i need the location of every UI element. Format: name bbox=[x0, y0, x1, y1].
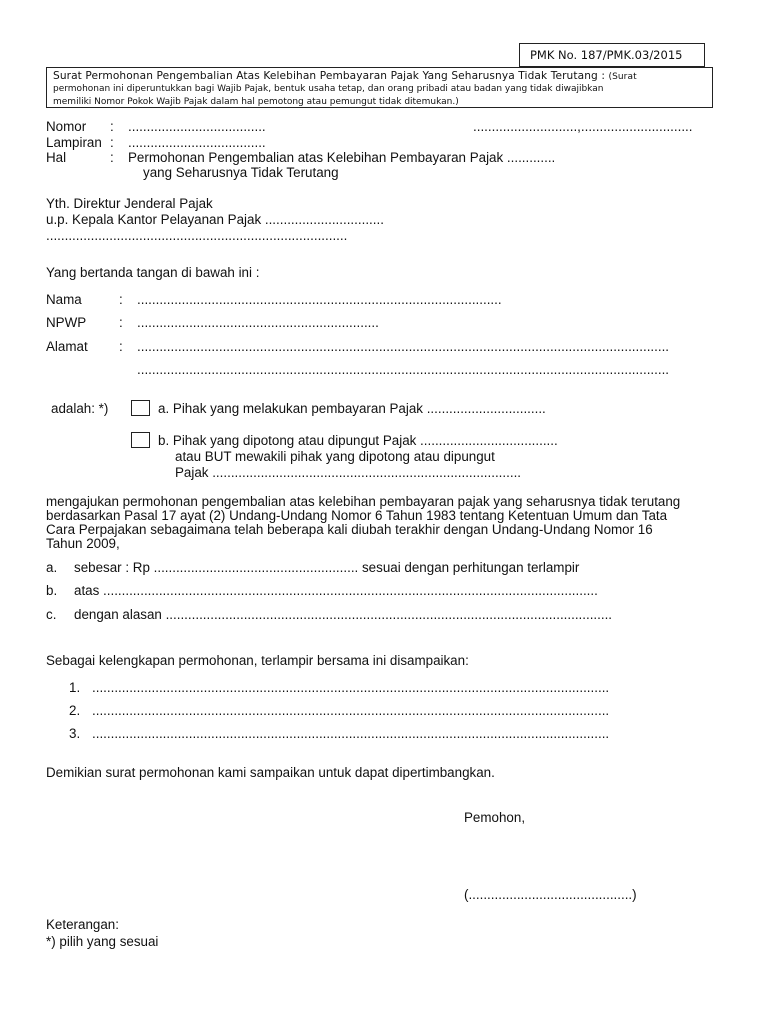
nama-label: Nama bbox=[46, 292, 82, 307]
intro-text: Yang bertanda tangan di bawah ini : bbox=[46, 265, 260, 280]
lampiran-label: Lampiran bbox=[46, 135, 102, 150]
hal-colon: : bbox=[110, 150, 114, 165]
detail-b-letter: b. bbox=[46, 583, 58, 598]
alamat-colon: : bbox=[119, 339, 123, 354]
form-title: Surat Permohonan Pengembalian Atas Kelebihan Pembayaran Pajak Yang Seharusnya Tidak Terutang : bbox=[53, 70, 605, 82]
recipient-line1: Yth. Direktur Jenderal Pajak bbox=[46, 196, 213, 211]
request-line4: Tahun 2009, bbox=[46, 536, 120, 551]
npwp-colon: : bbox=[119, 315, 123, 330]
notes-title: Keterangan: bbox=[46, 917, 119, 932]
hal-line2: yang Seharusnya Tidak Terutang bbox=[143, 165, 339, 180]
notes-text: *) pilih yang sesuai bbox=[46, 934, 159, 949]
request-line2: berdasarkan Pasal 17 ayat (2) Undang-Undang Nomor 6 Tahun 1983 tentang Ketentuan Umum dan Tata bbox=[46, 508, 668, 523]
nomor-label: Nomor bbox=[46, 119, 87, 134]
hal-line1: Permohonan Pengembalian atas Kelebihan Pembayaran Pajak ............. bbox=[128, 150, 556, 165]
npwp-label: NPWP bbox=[46, 315, 87, 330]
lampiran-field[interactable]: ..................................... bbox=[128, 135, 266, 150]
status-label: adalah: *) bbox=[51, 401, 109, 416]
request-paragraph bbox=[46, 495, 721, 551]
place-date-field[interactable]: ............................,.............................. bbox=[473, 119, 693, 134]
option-b-checkbox[interactable] bbox=[131, 432, 150, 448]
form-title-note-start: (Surat bbox=[608, 72, 637, 82]
attachments-intro: Sebagai kelengkapan permohonan, terlampir bersama ini disampaikan: bbox=[46, 653, 469, 668]
attachment-1-num: 1. bbox=[69, 680, 81, 695]
lampiran-colon: : bbox=[110, 135, 114, 150]
npwp-field[interactable]: ................................................................. bbox=[137, 315, 379, 330]
alamat-field-line2[interactable]: ............................................................................................................................................... bbox=[137, 362, 670, 377]
detail-c-letter: c. bbox=[46, 607, 57, 622]
regulation-reference: PMK No. 187/PMK.03/2015 bbox=[519, 43, 705, 67]
form-title-note-line2: permohonan ini diperuntukkan bagi Wajib Pajak, bentuk usaha tetap, dan orang pribadi atau badan yang tidak diwajibkan bbox=[53, 84, 604, 95]
detail-b-text[interactable]: atas ..................................................................................................................................... bbox=[74, 583, 598, 598]
attachment-2-field[interactable]: ........................................................................................................................................... bbox=[92, 703, 610, 718]
closing-text: Demikian surat permohonan kami sampaikan untuk dapat dipertimbangkan. bbox=[46, 765, 495, 780]
option-b-line1: b. Pihak yang dipotong atau dipungut Pajak ..................................... bbox=[158, 433, 558, 448]
option-b-line3: Pajak ................................................................................... bbox=[175, 465, 522, 480]
request-line3: Cara Perpajakan sebagaimana telah beberapa kali diubah terakhir dengan Undang-Undang Nomor 16 bbox=[46, 522, 653, 537]
nama-colon: : bbox=[119, 292, 123, 307]
detail-c-text[interactable]: dengan alasan ........................................................................................................................ bbox=[74, 607, 613, 622]
attachment-2-num: 2. bbox=[69, 703, 81, 718]
alamat-field-line1[interactable]: ............................................................................................................................................... bbox=[137, 339, 670, 354]
signature-label: Pemohon, bbox=[464, 810, 526, 825]
request-line1: mengajukan permohonan pengembalian atas kelebihan pembayaran pajak yang seharusnya tidak terutang bbox=[46, 494, 681, 509]
signature-name-field[interactable]: (............................................) bbox=[464, 887, 637, 902]
detail-a-letter: a. bbox=[46, 560, 58, 575]
option-b-line2: atau BUT mewakili pihak yang dipotong atau dipungut bbox=[175, 449, 495, 464]
nomor-field[interactable]: ..................................... bbox=[128, 119, 266, 134]
form-title-line1 bbox=[53, 70, 706, 83]
form-title-note-line3: memiliki Nomor Pokok Wajib Pajak dalam hal pemotong atau pemungut tidak ditemukan.) bbox=[53, 96, 459, 107]
option-a-checkbox[interactable] bbox=[131, 400, 150, 416]
detail-a-text[interactable]: sebesar : Rp ....................................................... sesuai dengan perhitungan terlampir bbox=[74, 560, 580, 575]
nomor-colon: : bbox=[110, 119, 114, 134]
attachment-3-field[interactable]: ........................................................................................................................................... bbox=[92, 726, 610, 741]
recipient-line3[interactable]: ................................................................................. bbox=[46, 228, 348, 243]
form-title-box bbox=[46, 67, 713, 108]
nama-field[interactable]: .................................................................................................. bbox=[137, 292, 502, 307]
attachment-3-num: 3. bbox=[69, 726, 81, 741]
alamat-label: Alamat bbox=[46, 339, 88, 354]
option-a-label: a. Pihak yang melakukan pembayaran Pajak ................................ bbox=[158, 401, 546, 416]
hal-label: Hal bbox=[46, 150, 67, 165]
recipient-line2: u.p. Kepala Kantor Pelayanan Pajak ................................ bbox=[46, 212, 384, 227]
attachment-1-field[interactable]: ........................................................................................................................................... bbox=[92, 680, 610, 695]
